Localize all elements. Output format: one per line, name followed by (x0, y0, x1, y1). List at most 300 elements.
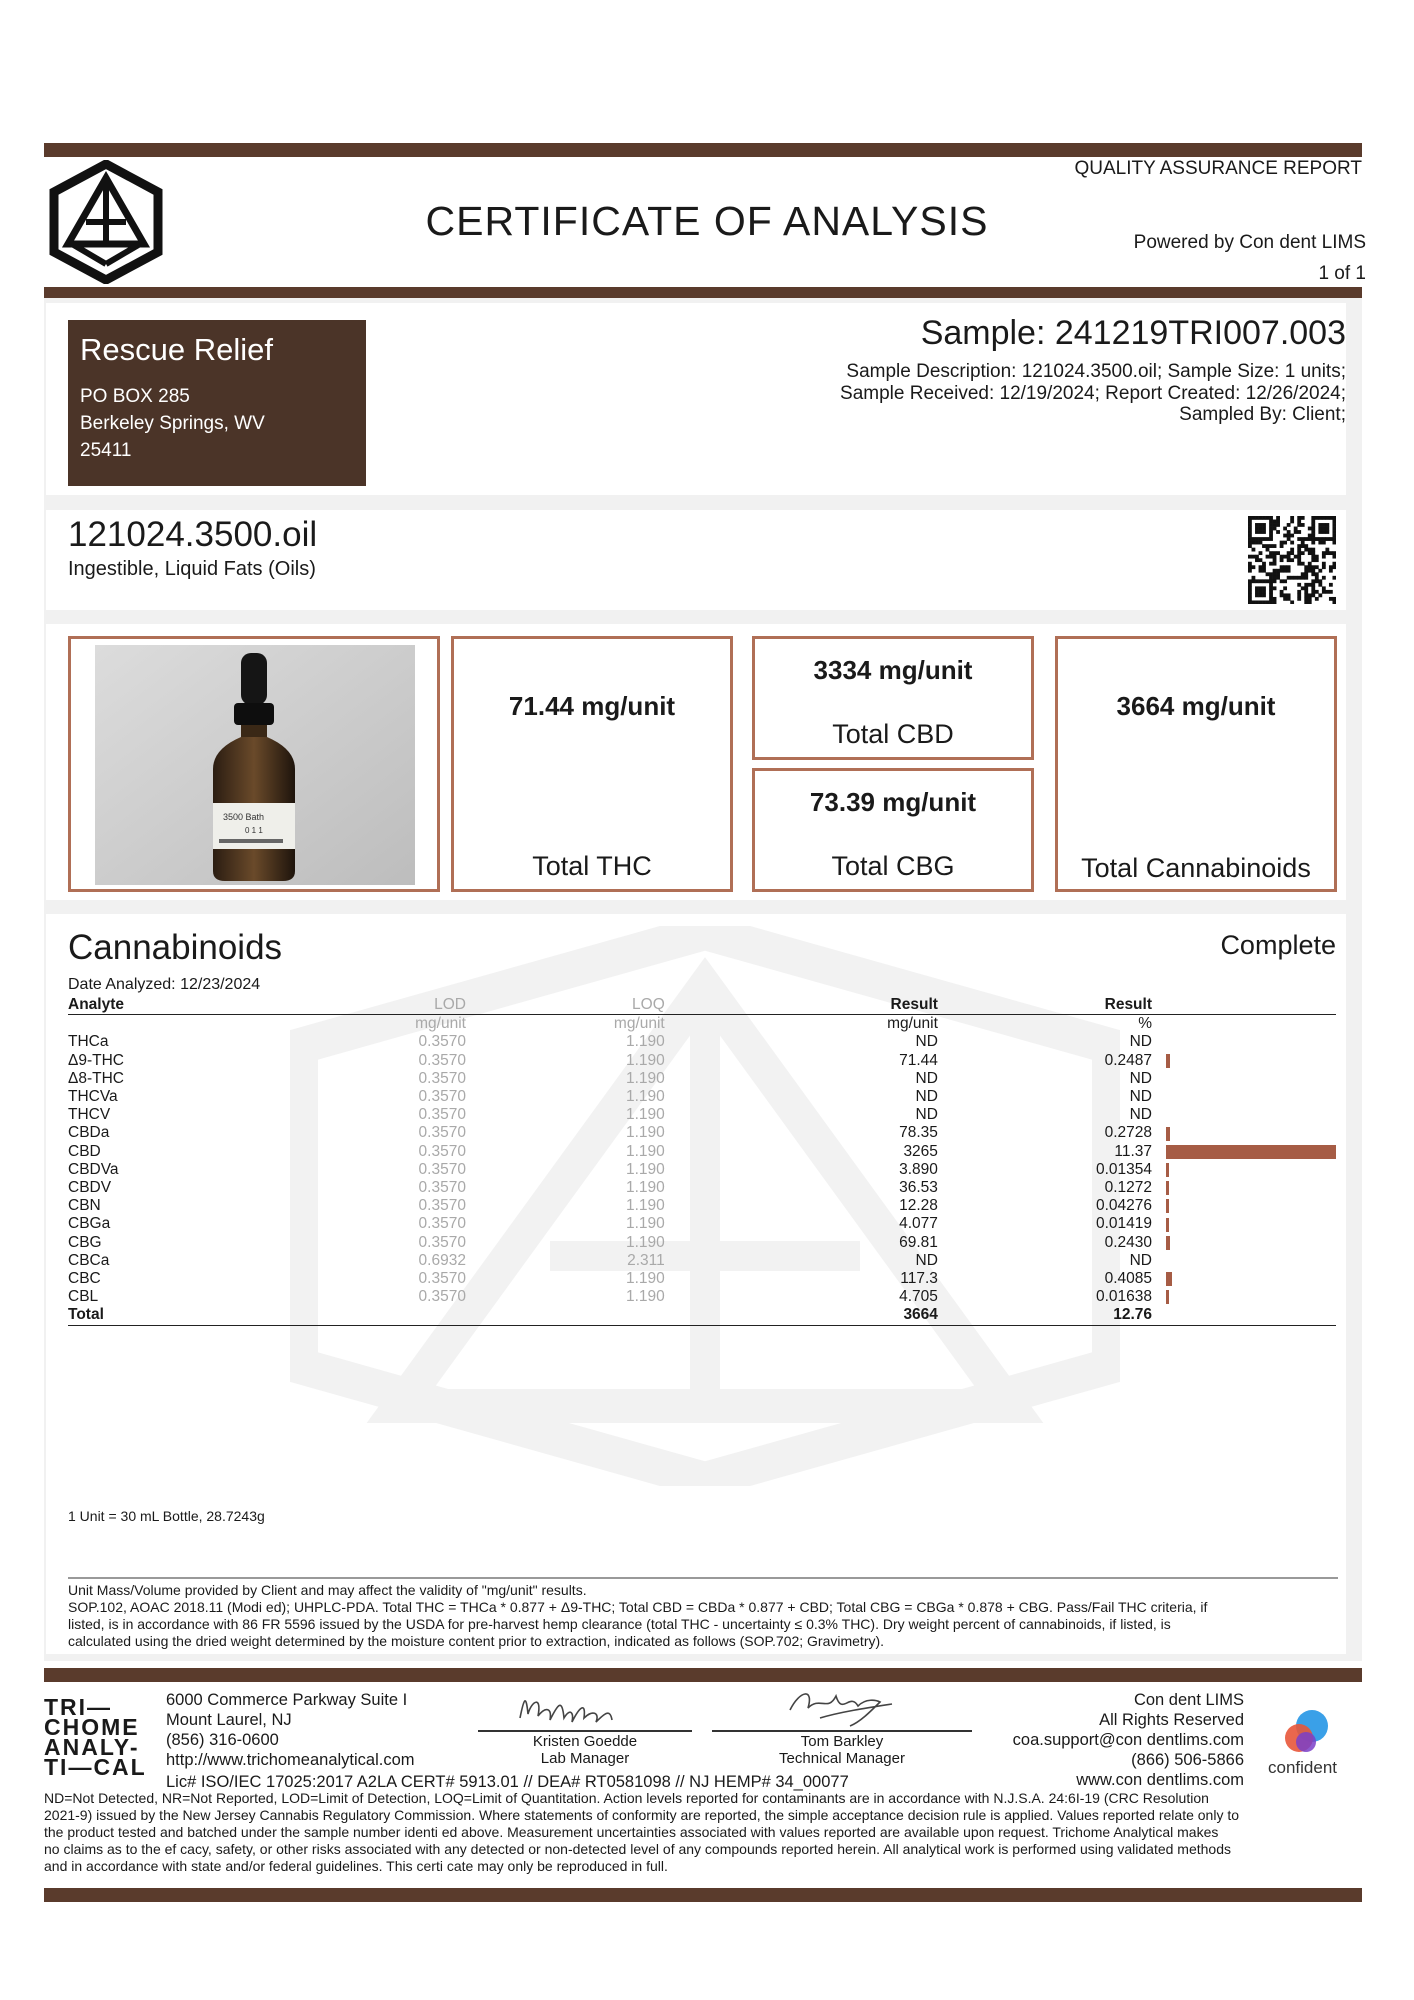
qr-module (1297, 537, 1301, 541)
lab-wordmark-2: CHOME (44, 1714, 140, 1740)
analyte-cell: Δ8-THC (68, 1069, 124, 1087)
qr-module (1262, 537, 1266, 541)
qr-module (1318, 579, 1322, 583)
sampled-by: Sampled By: Client; (1179, 404, 1346, 425)
result-bar (1166, 1236, 1170, 1250)
disclaimer-line5: and in accordance with state and/or federal guidelines. This certi cate may only be reproduced in full. (44, 1858, 668, 1874)
loq-cell: 1.190 (625, 1106, 665, 1124)
qr-module (1329, 565, 1333, 569)
qr-module (1318, 523, 1322, 527)
qr-module (1311, 551, 1315, 555)
result-bar-cell (1152, 1124, 1336, 1142)
analyte-cell: Δ9-THC (68, 1051, 124, 1069)
analyte-cell: THCV (68, 1106, 111, 1124)
lab-website[interactable]: http://www.trichomeanalytical.com (166, 1751, 415, 1769)
table-row (68, 1070, 1336, 1088)
qr-module (1269, 520, 1273, 524)
table-row (68, 1215, 1336, 1233)
qr-module (1276, 572, 1280, 576)
qr-module (1273, 544, 1277, 548)
notes-line1: Unit Mass/Volume provided by Client and may affect the validity of "mg/unit" results. (68, 1582, 587, 1598)
qr-module (1301, 516, 1305, 520)
result-bar (1166, 1218, 1169, 1232)
qr-module (1332, 537, 1336, 541)
qr-module (1332, 516, 1336, 520)
qr-module (1255, 523, 1259, 527)
qr-module (1297, 583, 1301, 587)
client-box (68, 320, 366, 486)
total-analyte: Total (68, 1306, 104, 1324)
qr-module (1276, 530, 1280, 534)
qr-module (1269, 600, 1273, 604)
qr-module (1255, 541, 1259, 545)
qr-module (1325, 551, 1329, 555)
qr-module (1311, 586, 1315, 590)
qr-module (1311, 527, 1315, 531)
powered-by: Powered by Con dent LIMS (1133, 232, 1366, 253)
loq-header: LOQ (632, 996, 665, 1013)
total-cannabinoids-card (1055, 636, 1337, 892)
qr-module (1283, 541, 1287, 545)
qr-module (1280, 569, 1284, 573)
qr-module (1297, 516, 1301, 520)
qr-module (1308, 597, 1312, 601)
result-bar-cell (1152, 1088, 1336, 1106)
qr-module (1290, 548, 1294, 552)
qr-module (1311, 541, 1315, 545)
qr-module (1308, 569, 1312, 573)
qr-code-icon[interactable] (1248, 516, 1336, 604)
table-row (68, 1270, 1336, 1288)
qr-module (1248, 537, 1252, 541)
qr-module (1269, 555, 1273, 559)
qr-module (1259, 530, 1263, 534)
result-bar-cell (1152, 1288, 1336, 1306)
lod-cell: 0.3570 (418, 1160, 466, 1178)
qr-module (1252, 576, 1256, 580)
loq-cell: 1.190 (625, 1033, 665, 1051)
qr-module (1248, 541, 1252, 545)
qr-module (1332, 530, 1336, 534)
qr-module (1252, 548, 1256, 552)
result-pct-cell: ND (1129, 1251, 1152, 1269)
analyte-cell: CBG (68, 1233, 102, 1251)
qr-module (1273, 579, 1277, 583)
loq-cell: 1.190 (625, 1088, 665, 1106)
lod-cell: 0.3570 (418, 1179, 466, 1197)
total-thc-card (451, 636, 733, 892)
qr-module (1269, 544, 1273, 548)
qr-module (1283, 527, 1287, 531)
qr-module (1287, 534, 1291, 538)
qr-module (1255, 555, 1259, 559)
qr-module (1322, 537, 1326, 541)
qr-module (1252, 565, 1256, 569)
qr-module (1255, 600, 1259, 604)
table-row (68, 1161, 1336, 1179)
result-mg-cell: 12.28 (899, 1197, 938, 1215)
result-mg-cell: 71.44 (899, 1051, 938, 1069)
qr-module (1280, 555, 1284, 559)
qr-module (1255, 593, 1259, 597)
qr-module (1311, 569, 1315, 573)
qr-module (1259, 537, 1263, 541)
lims-phone: (866) 506-5866 (1131, 1751, 1244, 1769)
lod-cell: 0.3570 (418, 1069, 466, 1087)
qr-module (1297, 530, 1301, 534)
qr-module (1304, 544, 1308, 548)
lod-cell: 0.3570 (418, 1106, 466, 1124)
qr-module (1315, 590, 1319, 594)
cannabinoids-table (68, 996, 1336, 1330)
lod-cell: 0.3570 (418, 1088, 466, 1106)
qr-module (1322, 562, 1326, 566)
qr-module (1329, 597, 1333, 601)
qr-module (1322, 541, 1326, 545)
cannabinoids-title: Cannabinoids (68, 928, 283, 967)
signer2-name: Tom Barkley (800, 1733, 884, 1750)
qr-module (1266, 555, 1270, 559)
result-mg-unit: mg/unit (887, 1015, 938, 1033)
result-mg-cell: 4.077 (899, 1215, 938, 1233)
qr-module (1322, 530, 1326, 534)
qr-module (1252, 516, 1256, 520)
method-notes (68, 1582, 1343, 1650)
qr-module (1308, 551, 1312, 555)
qr-module (1332, 565, 1336, 569)
qr-module (1262, 562, 1266, 566)
qr-module (1311, 572, 1315, 576)
qr-module (1273, 527, 1277, 531)
table-row (68, 1179, 1336, 1197)
qr-module (1287, 593, 1291, 597)
result-mg-header: Result (890, 996, 938, 1013)
lims-name: Con dent LIMS (1133, 1691, 1244, 1709)
result-bar (1166, 1199, 1169, 1213)
qr-module (1304, 537, 1308, 541)
qr-module (1301, 544, 1305, 548)
qr-module (1304, 597, 1308, 601)
qr-module (1304, 586, 1308, 590)
qr-module (1248, 562, 1252, 566)
qr-module (1259, 558, 1263, 562)
result-bar-cell (1152, 1106, 1336, 1124)
lod-cell: 0.6932 (418, 1251, 466, 1269)
result-pct-cell: 0.2728 (1104, 1124, 1152, 1142)
result-mg-cell: ND (915, 1069, 938, 1087)
qr-module (1269, 551, 1273, 555)
disclaimer-line3: the product tested and batched under the sample number identi ed above. Measurement uncertainties associated with values reported are available upon request. Trichome Analytical makes (44, 1824, 1219, 1840)
result-bar-cell (1152, 1215, 1336, 1233)
total-cannabinoids-label: Total Cannabinoids (1081, 853, 1311, 883)
qr-module (1266, 548, 1270, 552)
lab-address1: 6000 Commerce Parkway Suite I (166, 1691, 408, 1709)
qr-module (1266, 516, 1270, 520)
qr-module (1311, 555, 1315, 559)
table-header-row (68, 996, 1336, 1015)
qr-module (1287, 523, 1291, 527)
total-cbd-value: 3334 mg/unit (813, 655, 973, 685)
result-bar (1166, 1054, 1170, 1068)
qr-module (1259, 523, 1263, 527)
qr-module (1304, 583, 1308, 587)
qr-module (1269, 523, 1273, 527)
lod-cell: 0.3570 (418, 1233, 466, 1251)
qr-module (1311, 537, 1315, 541)
qr-module (1290, 520, 1294, 524)
qr-module (1290, 534, 1294, 538)
qr-module (1273, 562, 1277, 566)
qr-module (1280, 558, 1284, 562)
qr-module (1283, 597, 1287, 601)
qr-module (1322, 565, 1326, 569)
qr-module (1269, 534, 1273, 538)
qr-module (1262, 530, 1266, 534)
qr-module (1276, 520, 1280, 524)
qr-module (1318, 569, 1322, 573)
qr-module (1287, 551, 1291, 555)
table-total-row (68, 1306, 1336, 1325)
qr-module (1318, 530, 1322, 534)
signer1-title: Lab Manager (540, 1750, 630, 1767)
lab-wordmark-3: ANALY- (44, 1734, 140, 1760)
qr-module (1308, 593, 1312, 597)
qr-module (1315, 572, 1319, 576)
result-pct-cell: ND (1129, 1106, 1152, 1124)
qr-module (1287, 555, 1291, 559)
total-cbg-card (752, 768, 1034, 892)
confident-logo-icon (1282, 1708, 1332, 1756)
lab-wordmark-4: TI—CAL (44, 1754, 147, 1780)
qr-module (1269, 516, 1273, 520)
qr-module (1259, 600, 1263, 604)
qr-module (1248, 583, 1252, 587)
qr-module (1248, 597, 1252, 601)
qr-module (1315, 558, 1319, 562)
qr-module (1287, 597, 1291, 601)
analyte-cell: THCa (68, 1033, 109, 1051)
qr-module (1248, 527, 1252, 531)
product-category: Ingestible, Liquid Fats (Oils) (68, 558, 316, 580)
qr-module (1308, 534, 1312, 538)
qr-module (1248, 579, 1252, 583)
result-pct-unit: % (1138, 1015, 1152, 1033)
qr-module (1269, 586, 1273, 590)
qr-module (1252, 579, 1256, 583)
qr-module (1325, 537, 1329, 541)
analyte-cell: CBGa (68, 1215, 111, 1233)
qr-module (1311, 520, 1315, 524)
qr-module (1301, 562, 1305, 566)
qr-module (1325, 523, 1329, 527)
qr-module (1332, 555, 1336, 559)
qr-module (1273, 576, 1277, 580)
qr-module (1308, 548, 1312, 552)
qr-module (1252, 541, 1256, 545)
client-name: Rescue Relief (80, 332, 273, 367)
qr-module (1283, 555, 1287, 559)
result-pct-cell: ND (1129, 1069, 1152, 1087)
analyte-cell: CBC (68, 1270, 101, 1288)
result-bar-cell (1152, 1033, 1336, 1051)
qr-module (1297, 590, 1301, 594)
loq-cell: 1.190 (625, 1142, 665, 1160)
qr-module (1287, 558, 1291, 562)
qr-module (1304, 548, 1308, 552)
qr-module (1262, 590, 1266, 594)
qr-module (1318, 527, 1322, 531)
result-mg-cell: 117.3 (900, 1270, 938, 1288)
qr-module (1325, 548, 1329, 552)
qr-module (1318, 593, 1322, 597)
result-pct-header: Result (1104, 996, 1152, 1013)
lims-website[interactable]: www.con dentlims.com (1076, 1771, 1244, 1789)
qr-module (1304, 593, 1308, 597)
qr-module (1311, 516, 1315, 520)
result-mg-cell: 36.53 (899, 1179, 938, 1197)
result-mg-cell: 3265 (903, 1142, 938, 1160)
qr-module (1290, 516, 1294, 520)
qr-module (1269, 597, 1273, 601)
table-row (68, 1052, 1336, 1070)
result-mg-cell: ND (915, 1088, 938, 1106)
lims-email[interactable]: coa.support@con dentlims.com (1012, 1731, 1244, 1749)
total-pct: 12.76 (1113, 1306, 1152, 1324)
qr-module (1283, 586, 1287, 590)
result-bar-cell (1152, 1052, 1336, 1070)
loq-cell: 1.190 (625, 1160, 665, 1178)
loq-cell: 2.311 (627, 1251, 665, 1269)
qr-module (1269, 590, 1273, 594)
loq-unit: mg/unit (613, 1015, 665, 1033)
qr-module (1294, 527, 1298, 531)
qr-module (1301, 523, 1305, 527)
qr-module (1287, 576, 1291, 580)
qr-module (1262, 569, 1266, 573)
result-bar-cell (1152, 1270, 1336, 1288)
qr-module (1332, 523, 1336, 527)
result-pct-cell: 0.01638 (1095, 1288, 1152, 1306)
qr-module (1304, 600, 1308, 604)
qr-module (1280, 541, 1284, 545)
qr-module (1322, 555, 1326, 559)
disclaimer-line4: no claims as to the ef cacy, safety, or other risks associated with any detected or non-detected level of any compounds reported herein. All analytical work is performed using validated methods (44, 1841, 1231, 1857)
qr-module (1315, 537, 1319, 541)
qr-module (1259, 516, 1263, 520)
bottle-label-text-2: 0 1 1 (245, 826, 263, 835)
qr-module (1315, 576, 1319, 580)
lod-cell: 0.3570 (418, 1215, 466, 1233)
qr-module (1322, 576, 1326, 580)
qr-module (1325, 516, 1329, 520)
qr-module (1269, 562, 1273, 566)
qr-module (1287, 565, 1291, 569)
qr-module (1315, 579, 1319, 583)
qr-module (1304, 569, 1308, 573)
qr-module (1255, 537, 1259, 541)
total-cbg-value: 73.39 mg/unit (809, 787, 977, 817)
result-bar (1166, 1290, 1169, 1304)
qr-module (1266, 600, 1270, 604)
product-photo-card (68, 636, 440, 892)
report-type: QUALITY ASSURANCE REPORT (1074, 158, 1362, 179)
loq-cell: 1.190 (625, 1179, 665, 1197)
signature-line-1 (478, 1730, 692, 1732)
qr-module (1248, 530, 1252, 534)
analyte-cell: CBL (68, 1288, 99, 1306)
confident-logo-text: confident (1268, 1758, 1337, 1777)
total-thc-value: 71.44 mg/unit (508, 691, 676, 721)
lod-cell: 0.3570 (418, 1270, 466, 1288)
unit-note: 1 Unit = 30 mL Bottle, 28.7243g (68, 1508, 265, 1524)
result-bar (1166, 1127, 1170, 1141)
signer1-name: Kristen Goedde (532, 1733, 638, 1750)
qr-module (1332, 527, 1336, 531)
lod-header: LOD (434, 996, 466, 1013)
qr-module (1259, 527, 1263, 531)
qr-module (1304, 576, 1308, 580)
qr-module (1301, 586, 1305, 590)
qr-module (1248, 600, 1252, 604)
disclaimer-line2: 2021-9) issued by the New Jersey Cannabis Regulatory Commission. Where statements of conformity are reported, the simple acceptance decision rule is applied. Values reported relate only to (44, 1807, 1240, 1823)
total-cbd-label: Total CBD (832, 719, 954, 749)
qr-module (1301, 541, 1305, 545)
qr-module (1248, 534, 1252, 538)
qr-module (1304, 572, 1308, 576)
result-pct-cell: 0.01419 (1095, 1215, 1152, 1233)
qr-module (1283, 534, 1287, 538)
qr-module (1329, 537, 1333, 541)
footer-bottom-bar (44, 1888, 1362, 1902)
qr-module (1259, 541, 1263, 545)
qr-module (1255, 579, 1259, 583)
qr-module (1308, 565, 1312, 569)
qr-module (1280, 590, 1284, 594)
lims-rights: All Rights Reserved (1099, 1711, 1244, 1729)
qr-module (1259, 586, 1263, 590)
qr-module (1301, 572, 1305, 576)
qr-module (1297, 576, 1301, 580)
lod-cell: 0.3570 (418, 1033, 466, 1051)
table-row (68, 1234, 1336, 1252)
qr-module (1315, 555, 1319, 559)
loq-cell: 1.190 (625, 1215, 665, 1233)
qr-module (1269, 537, 1273, 541)
qr-module (1315, 565, 1319, 569)
qr-module (1322, 516, 1326, 520)
result-pct-cell: 0.2430 (1104, 1233, 1152, 1251)
qr-module (1259, 593, 1263, 597)
qr-module (1315, 597, 1319, 601)
qr-module (1269, 527, 1273, 531)
qr-module (1301, 576, 1305, 580)
qr-module (1252, 537, 1256, 541)
qr-module (1273, 555, 1277, 559)
qr-module (1329, 583, 1333, 587)
date-analyzed: Date Analyzed: 12/23/2024 (68, 976, 261, 993)
result-mg-cell: ND (915, 1033, 938, 1051)
qr-module (1276, 516, 1280, 520)
qr-module (1329, 590, 1333, 594)
qr-module (1308, 537, 1312, 541)
lab-wordmark (44, 1694, 147, 1780)
qr-module (1329, 551, 1333, 555)
signature-line-2 (712, 1730, 972, 1732)
qr-module (1287, 530, 1291, 534)
table-row (68, 1124, 1336, 1142)
qr-module (1311, 523, 1315, 527)
qr-module (1329, 516, 1333, 520)
